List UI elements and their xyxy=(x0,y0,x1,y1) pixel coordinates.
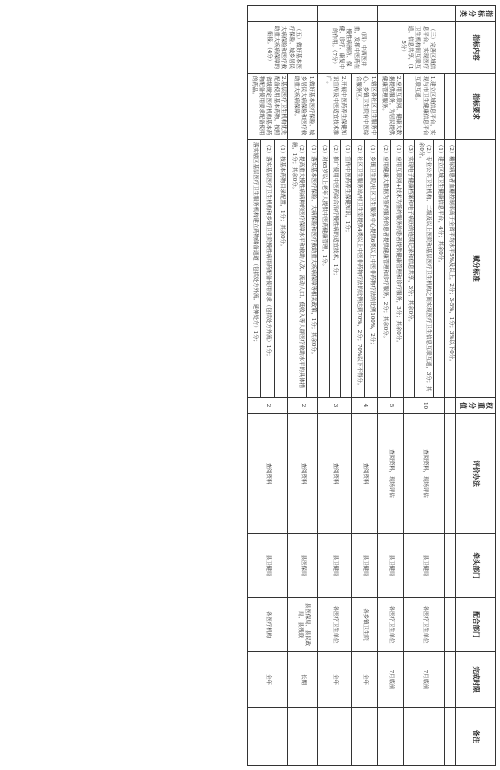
header-cell: 指标要求 xyxy=(456,74,496,140)
table-body xyxy=(247,6,456,766)
header-cell: 备注 xyxy=(456,708,496,766)
lead-dept-cell: 县卫健局 xyxy=(403,534,444,598)
score-cell: 2 xyxy=(247,398,287,414)
note-cell xyxy=(352,708,378,766)
evaluation-cell: 查阅资料 xyxy=(247,414,287,534)
table-row xyxy=(274,6,287,766)
evaluation-cell: 查阅资料，现场评估 xyxy=(378,414,404,534)
lead-dept-cell xyxy=(445,534,456,598)
header-cell: 完成时限 xyxy=(456,652,496,708)
lead-dept-cell: 县卫健局 xyxy=(378,534,404,598)
category-cell xyxy=(378,6,456,22)
header-cell: 配合部门 xyxy=(456,598,496,652)
score-cell: 10 xyxy=(403,398,444,414)
evaluation-cell: 查阅资料，现场评估 xyxy=(403,414,444,534)
evaluation-cell: 查阅资料 xyxy=(352,414,378,534)
coop-dept-cell: 各乡镇卫生院 xyxy=(352,598,378,652)
table-row xyxy=(445,6,456,766)
note-cell xyxy=(247,708,287,766)
note-cell xyxy=(378,708,404,766)
standard-cell: （1）落实基本医疗保险、大病保险和医疗救助重大疾病保障等相关政策，1分；其余0分。 xyxy=(306,140,317,398)
table-row xyxy=(433,6,444,766)
indicator-table xyxy=(247,5,496,766)
requirement-cell: 1.建立区域信息平台，实现与市卫生健康信息平台互联互通。 xyxy=(403,74,444,140)
header-cell: 权重分值 xyxy=(456,398,496,414)
header-cell: 评价办法 xyxy=(456,414,496,534)
score-cell: 4 xyxy=(352,398,378,414)
standard-cell: （1）建立区域卫生健康信息平台，4分；其余0分。 xyxy=(433,140,444,398)
score-cell: 3 xyxy=(318,398,352,414)
note-cell xyxy=(403,708,444,766)
evaluation-cell: 查阅资料 xyxy=(318,414,352,534)
coop-dept-cell: 各医疗卫生单位 xyxy=(318,598,352,652)
deadline-cell xyxy=(445,652,456,708)
header-cell: 指标内容 xyxy=(456,22,496,74)
deadline-cell: 全年 xyxy=(352,652,378,708)
standard-cell: （1）应用互联网+技术为签约服务的患者提供健康管理和诊疗服务，3分；其余0分。 xyxy=(391,140,404,398)
standard-cell: （2）应用健康大数据为签约服务的患者提供健康管理和诊疗服务，2分；其余0分。 xyxy=(378,140,391,398)
standard-cell: （2）推广使用中医药综合治疗慢性病的适宜技术，1分； xyxy=(329,140,340,398)
deadline-cell: 长期 xyxy=(288,652,318,708)
requirement-cell: 1.辖区各社区卫生服务中心、乡镇卫生院有中医综合服务区。 xyxy=(352,74,378,140)
standard-cell: （2）社区卫生服务站/村卫生室提供4类以上中医非药物疗法的比例达到70%，2分；70%以下不得分。 xyxy=(352,140,365,398)
requirement-cell xyxy=(445,74,456,140)
table-row xyxy=(365,6,378,766)
header-cell: 赋分标准 xyxy=(456,140,496,398)
lead-dept-cell: 县医保局 xyxy=(288,534,318,598)
requirement-cell: 2.应用互联网、健康大数据提供服务，为居民提供健康管理服务。 xyxy=(378,74,404,140)
content-cell: （五）做好基本医疗保险、城乡居民大病保险和医疗救助重大疾病保障的衔接。（4分） xyxy=(247,22,317,74)
coop-dept-cell: 各医疗机构 xyxy=(247,598,287,652)
standard-cell: （2）提高重大慢性病病种的医疗保障水平和救助人次、流动人口、低收入等人群医疗救助水平的具体措施，1分；其余0分。 xyxy=(288,140,307,398)
note-cell xyxy=(288,708,318,766)
note-cell xyxy=(445,708,456,766)
note-cell xyxy=(318,708,352,766)
coop-dept-cell xyxy=(445,598,456,652)
header-cell: 指标分类 xyxy=(456,6,496,22)
content-cell: （四）中西医并重，发挥中医药在慢性病预防、保健、诊疗、康复中的作用。（7分） xyxy=(318,22,378,74)
score-cell xyxy=(445,398,456,414)
standard-cell: （1）乡镇卫生院/社区卫生服务中心提供6类以上中医非药物疗法的比例100%，2分； xyxy=(365,140,378,398)
requirement-cell: 2.开展中医药养生保健知识宣传及中医适宜技术推广。 xyxy=(318,74,352,140)
score-cell: 5 xyxy=(378,398,404,414)
standard-cell: （2）落实基层医疗卫生机构和乡镇卫生院慢性病用药配备使用要求（包括处方外流）1分； xyxy=(261,140,274,398)
lead-dept-cell: 县卫健局 xyxy=(247,534,287,598)
coop-dept-cell: 县医保局、县民政局、县残联 xyxy=(288,598,318,652)
standard-cell: 落实辖区基层医疗卫生服务机构建立药物储备通道（包括处方外流、延伸处方）1分； xyxy=(247,140,261,398)
deadline-cell: 全年 xyxy=(247,652,287,708)
lead-dept-cell: 县卫健局 xyxy=(318,534,352,598)
evaluation-cell xyxy=(445,414,456,534)
content-cell: （三）完善区域信息平台，实现医疗卫生机构间互联互通、信息共享，（15分） xyxy=(378,22,456,74)
score-cell: 2 xyxy=(288,398,318,414)
deadline-cell: 全年 xyxy=(318,652,352,708)
table-row xyxy=(340,6,351,766)
requirement-cell: 2.基层医疗卫生机构优先配备使用基本药物，按照省级规定医疗机构基本药物配备使用要求配备使用的药品。 xyxy=(247,74,287,140)
standard-cell: （3）实现电子健康档案和电子病历的连续记录和信息共享，3分；其余0分。 xyxy=(403,140,414,398)
header-cell: 牵头部门 xyxy=(456,534,496,598)
deadline-cell: 7月底前 xyxy=(403,652,444,708)
coop-dept-cell: 各医疗卫生单位 xyxy=(378,598,404,652)
coop-dept-cell: 各医疗卫生单位 xyxy=(403,598,444,652)
standard-cell: （1）宣传中医药养生保健知识，1分； xyxy=(340,140,351,398)
requirement-cell: 1.做好基本医疗保险、城乡居民大病保险和医疗救助重大疾病保障。 xyxy=(288,74,318,140)
standard-cell: （3）对65岁以上老年人提供中医药健康管理，1分。 xyxy=(318,140,329,398)
standard-cell: （1）按基本药物目录配置，1分；其余0分。 xyxy=(274,140,287,398)
table-row xyxy=(391,6,404,766)
category-cell xyxy=(318,6,378,22)
standard-cell: （2）糖尿病患者血糖控制率高于全省平均水平5%及以上，2分；3-5%，1分；3%以下0分。 xyxy=(445,140,456,398)
deadline-cell: 7月底前 xyxy=(378,652,404,708)
standard-cell: （2）专业公共卫生机构、二级及以上医院和基层医疗卫生机构之间实现医疗卫生信息互联互通，3分；其余0分。 xyxy=(415,140,434,398)
evaluation-cell: 查阅资料 xyxy=(288,414,318,534)
table-header-row xyxy=(456,6,496,766)
category-cell xyxy=(247,6,317,22)
lead-dept-cell: 县卫健局 xyxy=(352,534,378,598)
table-row xyxy=(306,6,317,766)
